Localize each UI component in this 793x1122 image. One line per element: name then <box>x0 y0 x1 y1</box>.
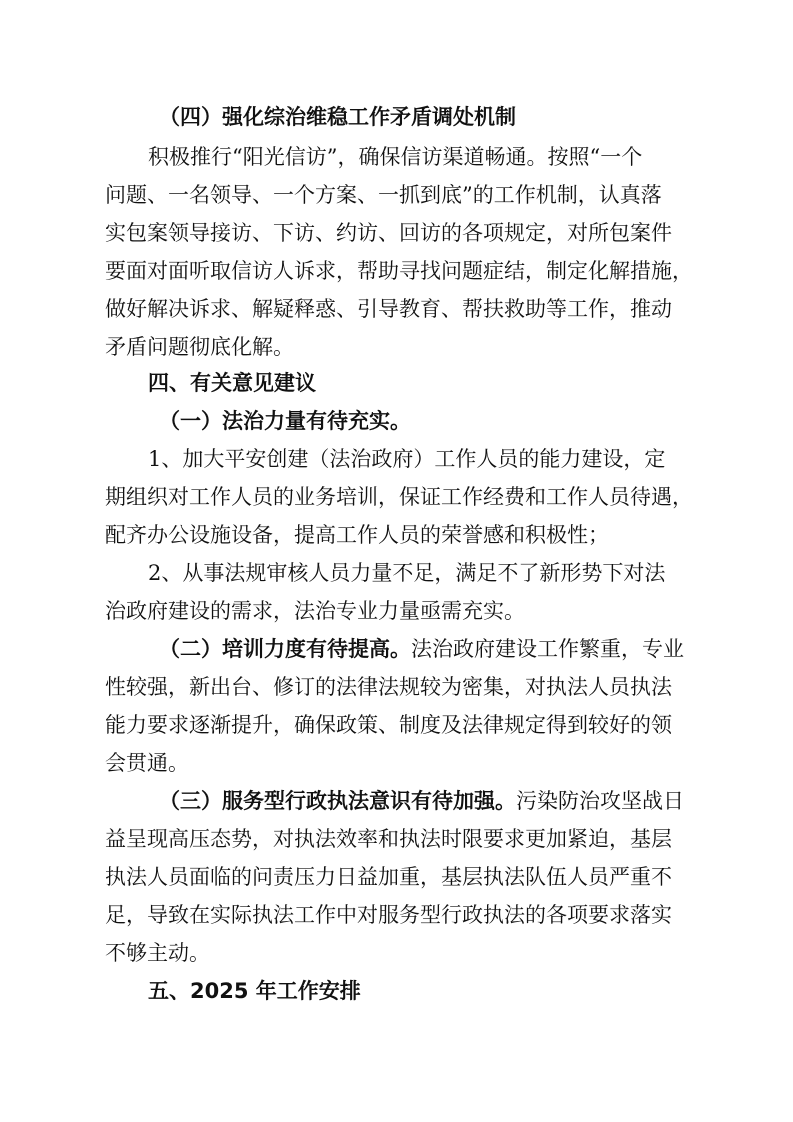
paragraph-line: 能力要求逐渐提升，确保政策、制度及法律规定得到较好的领 <box>105 713 672 737</box>
paragraph-line: 执法人员面临的问责压力日益加重，基层执法队伍人员严重不 <box>105 865 672 889</box>
paragraph-line: 性较强，新出台、修订的法律法规较为密集，对执法人员执法 <box>105 675 672 699</box>
section-heading-2025-plan: 五、2025 年工作安排 <box>148 979 361 1003</box>
paragraph-training <box>159 634 684 664</box>
item-1-line: 期组织对工作人员的业务培训，保证工作经费和工作人员待遇， <box>105 485 693 509</box>
paragraph-line: 会贯通。 <box>105 751 189 775</box>
paragraph-line: 不够主动。 <box>105 941 210 965</box>
item-1-line: 1、加大平安创建（法治政府）工作人员的能力建设，定 <box>148 447 666 471</box>
paragraph-line: 积极推行“阳光信访”，确保信访渠道畅通。按照“一个 <box>148 145 643 169</box>
subheading-strengthen-mechanism: （四）强化综治维稳工作矛盾调处机制 <box>159 104 516 129</box>
item-1-line: 配齐办公设施设备，提高工作人员的荣誉感和积极性； <box>105 523 609 547</box>
paragraph-line: 足，导致在实际执法工作中对服务型行政执法的各项要求落实 <box>105 903 672 927</box>
item-2-line: 治政府建设的需求，法治专业力量亟需充实。 <box>105 599 525 623</box>
item-2-line: 2、从事法规审核人员力量不足，满足不了新形势下对法 <box>148 561 666 585</box>
paragraph-line: 要面对面听取信访人诉求，帮助寻找问题症结，制定化解措施， <box>105 259 693 283</box>
paragraph-line: 矛盾问题彻底化解。 <box>105 335 294 359</box>
paragraph-text: 污染防治攻坚战日 <box>516 789 684 813</box>
subheading-training: （二）培训力度有待提高。 <box>159 636 411 661</box>
section-heading-suggestions: 四、有关意见建议 <box>148 371 316 395</box>
paragraph-line: 做好解决诉求、解疑释惑、引导教育、帮扶救助等工作，推动 <box>105 297 672 321</box>
paragraph-line: 益呈现高压态势，对执法效率和执法时限要求更加紧迫，基层 <box>105 827 672 851</box>
paragraph-text: 法治政府建设工作繁重，专业 <box>411 637 684 661</box>
paragraph-service-enforcement <box>159 786 684 816</box>
paragraph-line: 实包案领导接访、下访、约访、回访的各项规定，对所包案件 <box>105 221 672 245</box>
subheading-legal-strength: （一）法治力量有待充实。 <box>159 408 411 433</box>
paragraph-line: 问题、一名领导、一个方案、一抓到底”的工作机制，认真落 <box>105 183 662 207</box>
subheading-service-enforcement: （三）服务型行政执法意识有待加强。 <box>159 788 516 813</box>
